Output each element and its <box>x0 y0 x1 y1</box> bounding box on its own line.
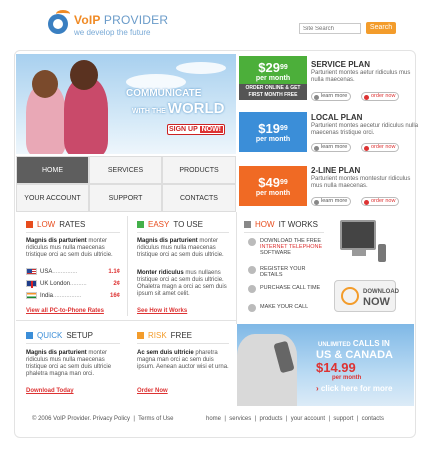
hero-headline-2: WITH THE WORLD <box>132 100 225 117</box>
footer-link-home[interactable]: home <box>206 416 222 422</box>
plan-desc-service: Parturient montes aetur ridiculus mus nulla maecenas. <box>311 70 411 83</box>
footer-copyright: © 2006 VoIP Provider. Privacy Policy | Terms of Use <box>32 416 174 422</box>
heading-underline <box>137 232 229 233</box>
download-now-button[interactable]: DOWNLOAD NOW <box>334 280 396 312</box>
footer-link-products[interactable]: products <box>259 416 283 422</box>
cloud-shape <box>176 62 226 74</box>
promo-headline: UNLIMITED CALLS IN <box>318 339 390 348</box>
terms-link[interactable]: Terms of Use <box>138 416 174 422</box>
monitor-icon <box>340 220 376 250</box>
purchase-icon <box>248 285 256 293</box>
nav-services[interactable]: SERVICES <box>89 156 162 184</box>
order-now-link[interactable]: Order Now <box>137 388 168 394</box>
footer-nav: home | services | products | your account | support | contacts <box>206 416 384 422</box>
low-rates-text: Magnis dis parturient monter ridiculus mus nulla maecenas tristique orci ac sem duis ultricie. <box>26 238 113 258</box>
promo-per-month: per month <box>332 375 362 381</box>
footer-link-support[interactable]: support <box>333 416 354 422</box>
heading-underline <box>244 232 324 233</box>
download-icon <box>248 238 256 246</box>
blue-square-icon <box>26 332 33 339</box>
uk-flag-icon <box>26 280 37 287</box>
cellphone-icon <box>378 244 386 262</box>
logo-tagline: we develop the future <box>74 28 151 37</box>
logo-icon[interactable] <box>48 14 68 34</box>
footer-link-contacts[interactable]: contacts <box>361 416 384 422</box>
quick-setup-text: Magnis dis parturient monter ridiculus mus nulla maecenas tristique orci ac sem duis ultricie phaletra magna man orci. <box>26 350 112 377</box>
row-divider <box>16 320 236 321</box>
search-button[interactable]: Search <box>366 22 396 34</box>
plan-price-local[interactable]: $\$19^{99}$ per month <box>239 112 307 152</box>
plan-desc-local: Parturient montes aecetur ridiculus nulla maecenas tristique orci. <box>311 123 419 136</box>
nav-products[interactable]: PRODUCTS <box>162 156 236 184</box>
view-rates-link[interactable]: View all PC-to-Phone Rates <box>26 308 104 314</box>
gear-icon <box>244 221 251 228</box>
footer-link-your-account[interactable]: your account <box>290 416 326 422</box>
download-today-link[interactable]: Download Today <box>26 388 74 394</box>
search-input[interactable] <box>299 23 361 34</box>
easy-to-use-text-1: Magnis dis parturient monter ridiculus mus nulla maecenas tristique orci ac sem duis ultricie. <box>137 238 224 258</box>
download-arrow-icon <box>341 287 359 305</box>
rate-row: USA ............... 1.1¢ <box>26 268 120 275</box>
step-purchase: PURCHASE CALL TIME <box>248 285 328 293</box>
promo-region: US & CANADA <box>316 349 393 361</box>
heading-underline <box>26 343 120 344</box>
low-rates-heading: LOW RATES <box>26 220 85 229</box>
heading-underline <box>26 232 120 233</box>
nav-support[interactable]: SUPPORT <box>89 184 162 212</box>
nav-contacts[interactable]: CONTACTS <box>162 184 236 212</box>
register-icon <box>248 266 256 274</box>
orange-square-icon <box>26 221 33 228</box>
footer-link-services[interactable]: services <box>229 416 252 422</box>
easy-to-use-text-2: Monter ridiculus mus nullaens tristique orci ac sem duis ultricie. Ohaletra magn a orci ac sem duis ipsum sit amet celit. <box>137 270 227 297</box>
risk-free-heading: RISK FREE <box>137 331 192 340</box>
promo-click-link[interactable]: › click here for more <box>316 384 393 393</box>
learn-more-button-local[interactable]: learn more <box>311 143 351 152</box>
logo-title[interactable]: VoIP PROVIDER <box>74 13 169 27</box>
woman-right-head <box>70 60 98 90</box>
plan-price-2line[interactable]: $\$49^{99}$ per month <box>239 166 307 206</box>
order-now-button-local[interactable]: order now <box>361 143 399 152</box>
monitor-stand <box>352 250 366 256</box>
woman-left-head <box>32 70 58 98</box>
us-flag-icon <box>26 268 37 275</box>
order-now-button-service[interactable]: order now <box>361 92 399 101</box>
plan-free-month-banner[interactable]: ORDER ONLINE & GET FIRST MONTH FREE <box>239 84 307 100</box>
promo-price: $14.99 <box>316 360 356 375</box>
rate-row: India ................. 16¢ <box>26 292 120 299</box>
rate-row: UK London .......... 2¢ <box>26 280 120 287</box>
plan-title-local: LOCAL PLAN <box>311 113 363 122</box>
step-download: DOWNLOAD THE FREE INTERNET TELEPHONE SOFTWARE <box>248 238 328 256</box>
hero-headline-1: COMMUNICATE <box>126 88 202 99</box>
quick-setup-heading: QUICK SETUP <box>26 331 93 340</box>
nav-home[interactable]: HOME <box>16 156 89 184</box>
orange-square-icon <box>137 332 144 339</box>
green-square-icon <box>137 221 144 228</box>
plan-price-service[interactable]: $\$29^{99}$ per month <box>239 56 307 84</box>
learn-more-button-service[interactable]: learn more <box>311 92 351 101</box>
column-divider <box>236 212 237 324</box>
order-now-button-2line[interactable]: order now <box>361 197 399 206</box>
step-call: MAKE YOUR CALL <box>248 304 328 312</box>
signup-now-button[interactable]: SIGN UP NOW! <box>167 124 225 135</box>
see-how-it-works-link[interactable]: See How it Works <box>137 308 188 314</box>
plan-title-service: SERVICE PLAN <box>311 60 370 69</box>
risk-free-text: Ac sem duis ultricie pharetra magna man orci ac sem duis ipsum. Aenean auctor wisi et urna. <box>137 350 229 370</box>
how-it-works-heading: HOW IT WORKS <box>244 220 318 229</box>
column-divider <box>127 216 128 316</box>
phone-icon <box>248 304 256 312</box>
india-flag-icon <box>26 292 37 299</box>
plan-title-2line: 2-LINE PLAN <box>311 166 361 175</box>
easy-to-use-heading: EASY TO USE <box>137 220 203 229</box>
learn-more-button-2line[interactable]: learn more <box>311 197 351 206</box>
nav-your-account[interactable]: YOUR ACCOUNT <box>16 184 89 212</box>
heading-underline <box>137 343 229 344</box>
plan-desc-2line: Parturient montes montestur ridiculus mus nulla maecenas. <box>311 176 411 189</box>
step-register: REGISTER YOUR DETAILS <box>248 266 328 278</box>
